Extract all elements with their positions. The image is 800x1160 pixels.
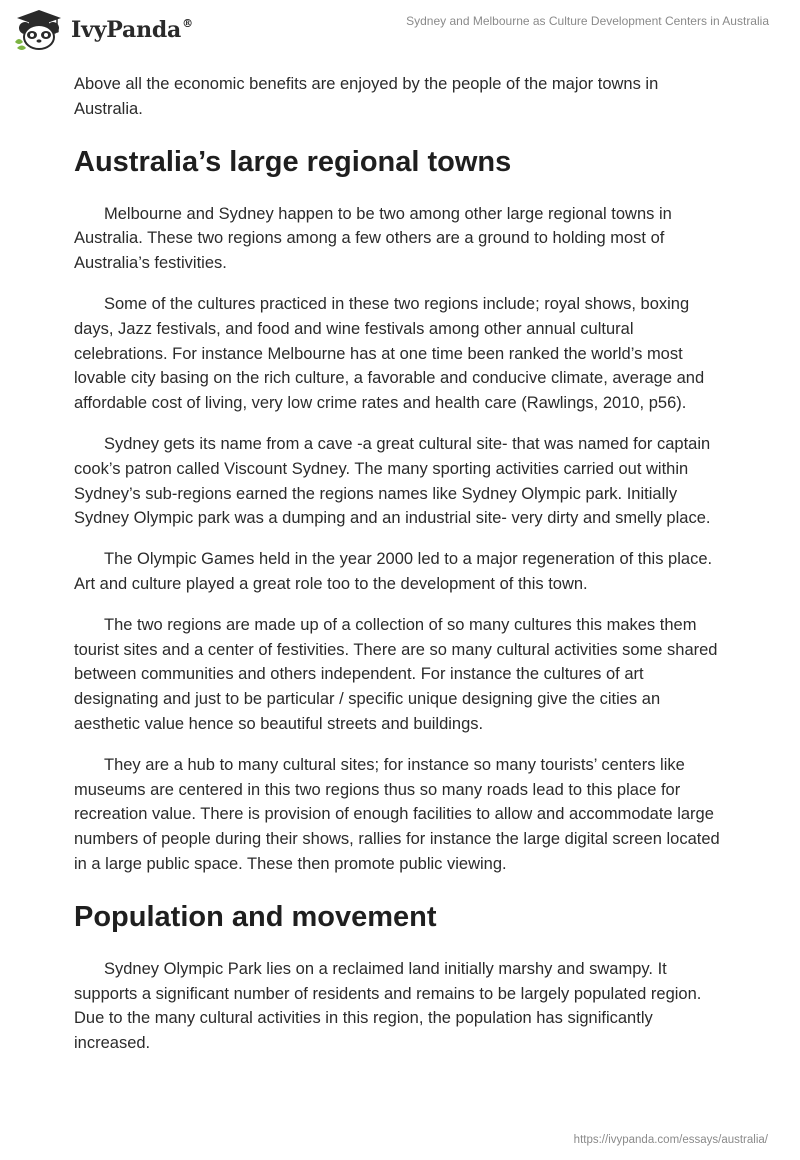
paragraph: Sydney gets its name from a cave -a great cultural site- that was named for captain cook’s patron called Viscount Sydney. The many sporting activities carried out within Sydney’s sub-regions earned the regions names like Sydney Olympic park. Initially Sydney Olympic park was a dumping and an industrial site- very dirty and smelly place. — [74, 434, 711, 528]
intro-paragraph: Above all the economic benefits are enjoyed by the people of the major towns in Australia. — [74, 75, 659, 118]
brand-name: IvyPanda® — [71, 16, 193, 43]
paragraph: They are a hub to many cultural sites; for instance so many tourists’ centers like museums are centered in this two regions thus so many roads lead to this place for recreation value. There is provision of enough facilities to allow and accommodate large numbers of people during their shows, rallies for instance the large digital screen located in a large public space. These then promote public viewing. — [74, 755, 720, 873]
section-heading-regional-towns: Australia’s large regional towns — [74, 145, 512, 178]
page-header — [0, 0, 800, 66]
paragraph: Some of the cultures practiced in these two regions include; royal shows, boxing days, Jazz festivals, and food and wine festivals among other annual cultural celebrations. For instance Melbourne has at one time been ranked the world’s most lovable city basing on the rich culture, a favorable and conducive climate, average and affordable cost of living, very low crime rates and health care (Rawlings, 2010, p56). — [74, 294, 705, 413]
section-heading-population: Population and movement — [74, 900, 437, 933]
paragraph: The Olympic Games held in the year 2000 led to a major regeneration of this place. Art and culture played a great role too to the development of this town. — [74, 550, 713, 593]
panda-graduation-cap-icon — [13, 8, 65, 52]
registered-mark: ® — [182, 16, 193, 30]
paragraph: Sydney Olympic Park lies on a reclaimed land initially marshy and swampy. It supports a significant number of residents and remains to be largely populated region. Due to the many cultural activities in this region, the population has significantly increased. — [74, 959, 702, 1053]
essay-content — [74, 72, 724, 1056]
document-title: Sydney and Melbourne as Culture Development Centers in Australia — [406, 14, 769, 28]
source-url[interactable]: https://ivypanda.com/essays/australia/ — [573, 1134, 768, 1146]
paragraph: The two regions are made up of a collection of so many cultures this makes them tourist sites and a center of festivities. There are so many cultural activities some shared between communities and others independent. For instance the cultures of art designating and just to be particular / specific unique designing give the cities an aesthetic value hence so beautiful streets and buildings. — [74, 615, 718, 733]
brand-logo[interactable] — [13, 8, 193, 52]
paragraph: Melbourne and Sydney happen to be two among other large regional towns in Australia. These two regions among a few others are a ground to holding most of Australia’s festivities. — [74, 204, 672, 273]
